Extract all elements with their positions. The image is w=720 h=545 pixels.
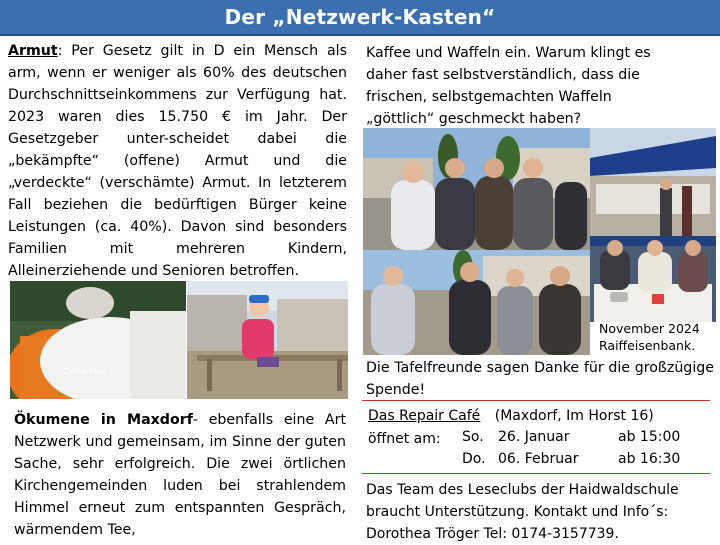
photo-group-tent — [363, 250, 590, 355]
photo-child-bench — [187, 281, 348, 399]
oekumene-text: - ebenfalls eine Art Netzwerk und gemeinsam, im Sinne der guten Sache, sehr erfolgreich. Die zwei örtlichen Kirchengemeinden luden bei strahlendem Himmel erneut zum entspannten Gespräch, wärmendem Tee, — [14, 412, 347, 538]
repair-heading: Das Repair Café — [368, 408, 481, 424]
repair-date-2: 06. Februar — [498, 451, 579, 467]
photo-donation-bin — [10, 281, 186, 399]
kaffee-paragraph: Kaffee und Waffeln ein. Warum klingt es daher fast selbstverständlich, dass die frischen, selbstgemachten Waffeln „göttlich“ geschmeckt haben? — [366, 45, 651, 127]
photo-caption — [599, 320, 700, 354]
armut-heading: Armut — [8, 43, 58, 59]
repair-date-1: 26. Januar — [498, 429, 570, 445]
leseclub-line-2: braucht Unterstützung. Kontakt und Info´s: — [366, 504, 669, 520]
oekumene-paragraph — [14, 409, 346, 541]
leseclub-line-1: Das Team des Leseclubs der Haidwaldschule — [366, 482, 679, 498]
repair-day-2: Do. — [462, 451, 486, 467]
caption-location: Raiffeisenbank. — [599, 338, 696, 353]
repair-time-2: ab 16:30 — [618, 451, 681, 467]
repair-location: (Maxdorf, Im Horst 16) — [494, 408, 654, 424]
page-title: Der „Netzwerk-Kasten“ — [224, 5, 496, 29]
photo-group-street — [363, 128, 590, 250]
tafel-paragraph: Die Tafelfreunde sagen Danke für die großzügige Spende! — [366, 360, 714, 398]
photo-waffle-stand — [590, 236, 716, 322]
photo-market-tent — [590, 128, 716, 250]
repair-heading-row — [368, 405, 713, 427]
divider-1 — [362, 400, 710, 401]
repair-opens-label: öffnet am: — [368, 431, 441, 447]
page-header — [0, 0, 720, 36]
leseclub-line-3: Dorothea Tröger Tel: 0174-3157739. — [366, 526, 619, 542]
repair-day-1: So. — [462, 429, 484, 445]
armut-text: : Per Gesetz gilt in D ein Mensch als arm, wenn er weniger als 60% des deutschen Durchschnittseinkommens zur Verfügung hat. 2023 waren dies 15.750 € im Jahr. Der Gesetzgeber unter-scheidet dabei die „bekämpfte“ (offene) Armut und die „verdeckte“ (verschämte) Armut. In letzterem Fall beziehen die bedürftigen Bürger keine Leistungen (ca. 40%). Davon sind besonders Familien mit mehreren Kindern, Alleinerziehende und Senioren betroffen. — [8, 43, 347, 279]
armut-paragraph — [8, 40, 347, 282]
oekumene-heading: Ökumene in Maxdorf — [14, 412, 193, 428]
bin-label: Dabei rein — [64, 367, 106, 376]
caption-date: November 2024 — [599, 321, 700, 336]
repair-time-1: ab 15:00 — [618, 429, 681, 445]
divider-2 — [362, 473, 710, 474]
